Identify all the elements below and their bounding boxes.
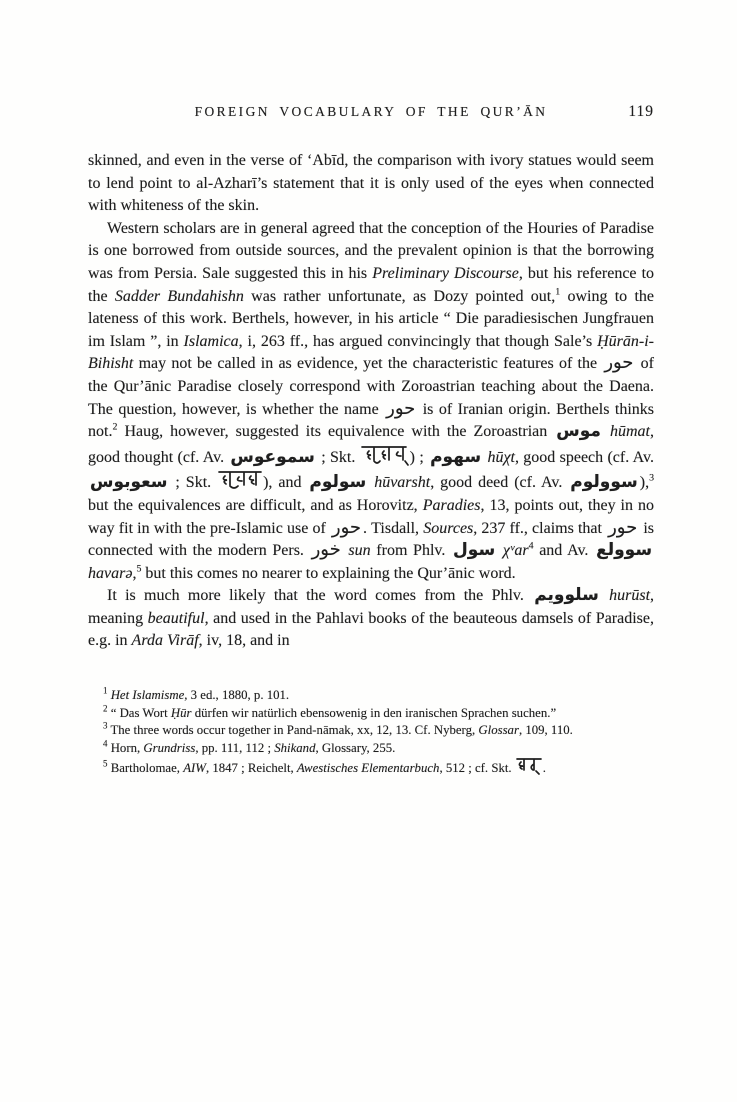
running-header xyxy=(88,104,654,124)
text-run: beautiful xyxy=(147,609,205,627)
text-run: , 237 ff., claims that xyxy=(473,519,607,537)
text-run: Grundriss xyxy=(143,740,196,755)
text-run: ), and xyxy=(263,474,308,492)
arabic-khur-word: خور xyxy=(311,539,341,561)
text-run: . xyxy=(542,761,546,776)
text-run: “ Das Wort xyxy=(110,705,171,720)
body-text xyxy=(88,150,654,653)
pahlavi-huxt-glyph: سهوم xyxy=(430,446,482,467)
footnote-marker: 3 xyxy=(103,720,108,731)
arabic-hur-word: حور xyxy=(604,352,634,374)
text-run: hūvarsht xyxy=(374,474,431,492)
devanagari-suman-word xyxy=(361,444,409,466)
text-run: , 13, points out, they in no way fit in with the pre-Islamic use of xyxy=(88,496,655,537)
text-run: ; Skt. xyxy=(316,448,360,466)
footnote-reference: 5 xyxy=(136,563,142,575)
text-run: , 512 ; cf. Skt. xyxy=(439,761,515,776)
text-run: Horn, xyxy=(110,740,144,755)
paragraph xyxy=(88,150,654,218)
text-run: , and used in the Pahlavi books of the beauteous damsels of Paradise, e.g. in xyxy=(88,609,654,650)
text-run: Sources xyxy=(423,519,474,537)
text-run: Awestisches Elementarbuch xyxy=(296,761,440,776)
text-run: Bartholomae, xyxy=(110,761,184,776)
text-run xyxy=(601,587,609,604)
page-number: 119 xyxy=(628,103,654,120)
text-run: Islamica xyxy=(183,332,239,350)
text-run: of the Qur’ānic Paradise closely correspond with Zoroastrian teaching about the Daena. The question, however, is whether the name xyxy=(88,355,654,418)
arabic-hur-word: حور xyxy=(331,516,362,538)
footnote xyxy=(88,722,654,740)
text-run: The three words occur together in Pand-nāmak, xx, 12, 13. Cf. Nyberg, xyxy=(110,723,479,738)
text-run: was rather unfortunate, as Dozy pointed out, xyxy=(243,287,556,305)
text-run: ), xyxy=(639,474,650,492)
avestan-havara-glyph: سوولع xyxy=(596,540,653,561)
text-run: Arda Virāf xyxy=(131,632,199,650)
text-run: ; Skt. xyxy=(169,474,218,492)
footnote-reference: 1 xyxy=(555,286,561,298)
footnote-reference: 4 xyxy=(528,540,534,552)
avestan-huxta-glyph: سعوبوس xyxy=(90,472,168,493)
text-run: , 109, 110. xyxy=(518,723,573,738)
text-run: Paradies xyxy=(422,496,481,514)
text-run: , good thought (cf. Av. xyxy=(88,423,654,466)
footnote-reference: 3 xyxy=(649,472,655,484)
text-run: , meaning xyxy=(88,587,655,627)
arabic-hur-word: حور xyxy=(608,516,638,538)
text-run: dürfen wir natürlich ebensowenig in den iranischen Sprachen suchen.” xyxy=(191,705,557,720)
text-run: is of Iranian origin. Berthels thinks not. xyxy=(88,400,654,441)
text-run: χᵛar xyxy=(502,542,529,560)
text-run: may not be called in as evidence, yet the characteristic features of the xyxy=(133,355,603,373)
page-content xyxy=(88,104,654,778)
text-run: , Glossary, 255. xyxy=(315,740,396,755)
footnote-marker: 5 xyxy=(103,759,108,770)
text-run: It is much more likely that the word comes from the Phlv. xyxy=(107,587,533,605)
text-run: , 1847 ; Reichelt, xyxy=(205,761,297,776)
pahlavi-hurust-glyph: سلوويم xyxy=(534,585,599,606)
footnote-reference: 2 xyxy=(112,421,118,433)
text-run: , good speech (cf. Av. xyxy=(514,448,654,466)
arabic-hur-word: حور xyxy=(386,397,416,419)
footnote xyxy=(88,740,654,758)
text-run: , pp. 111, 112 ; xyxy=(195,740,275,755)
pahlavi-humat-glyph: موس xyxy=(556,421,601,442)
text-run: , good deed (cf. Av. xyxy=(430,474,569,492)
devanagari-khar-word xyxy=(516,757,542,775)
footnotes xyxy=(88,687,654,778)
footnote xyxy=(88,757,654,778)
text-run: Western scholars are in general agreed that the conception of the Houries of Paradise is one borrowed from outside sources, and the prevalent opinion is that the borrowing was from Persia. Sale suggested this in his xyxy=(88,219,654,282)
text-run: Glossar xyxy=(478,723,519,738)
footnote xyxy=(88,687,654,705)
text-run: , iv, 18, and in xyxy=(198,632,290,650)
text-run: , xyxy=(132,564,137,582)
text-run: AIW xyxy=(183,761,206,776)
footnote-marker: 1 xyxy=(103,685,108,696)
text-run: Haug, however, suggested its equivalence with the Zoroastrian xyxy=(117,423,555,441)
pahlavi-xvar-glyph: سول xyxy=(453,540,496,561)
footnote-marker: 2 xyxy=(103,703,108,714)
text-run: hūχt xyxy=(487,448,515,466)
text-run: from Phlv. xyxy=(370,542,452,560)
text-run xyxy=(603,423,610,440)
text-run: , i, 263 ff., has argued convincingly that though Sale’s xyxy=(238,332,598,350)
avestan-humata-glyph: سموعوس xyxy=(230,446,315,467)
header-title: FOREIGN VOCABULARY OF THE QUR’ĀN xyxy=(194,104,548,119)
text-run: . Tisdall, xyxy=(363,519,424,537)
text-run: and Av. xyxy=(533,542,595,560)
footnote-marker: 4 xyxy=(103,738,108,749)
text-run: havarə xyxy=(88,564,133,582)
text-run: sun xyxy=(348,542,371,560)
text-run: but the equivalences are difficult, and as Horovitz, xyxy=(88,496,423,514)
text-run: , 3 ed., 1880, p. 101. xyxy=(184,688,290,703)
footnote xyxy=(88,705,654,723)
text-run: owing to the lateness of this work. Berthels, however, in his article “ Die paradiesischen Jungfrauen im Islam ”, in xyxy=(88,287,655,350)
text-run: , but his reference to the xyxy=(88,264,655,305)
text-run: hūmat xyxy=(610,423,650,441)
text-run: but this comes no nearer to explaining the Qur’ānic word. xyxy=(141,564,516,582)
text-run: Preliminary Discourse xyxy=(372,264,519,282)
text-run: Het Islamisme xyxy=(110,688,185,703)
text-run: Shikand xyxy=(274,740,316,755)
pahlavi-huvarsht-glyph: سولوم xyxy=(309,472,367,493)
paragraph xyxy=(88,585,654,653)
text-run: skinned, and even in the verse of ‘Abīd, the comparison with ivory statues would seem to lend point to al-Azharī’s statement that it is only used of the eyes when connected with whiteness of the skin. xyxy=(88,152,654,215)
text-run: ) ; xyxy=(409,448,429,466)
text-run: Sadder Bundahishn xyxy=(114,287,244,305)
text-run: Ḥūrān-i-Bihisht xyxy=(88,332,655,373)
text-run: hurūst xyxy=(609,587,651,605)
avestan-huvarshta-glyph: سوولوم xyxy=(570,472,638,493)
text-run: is connected with the modern Pers. xyxy=(88,519,655,560)
paragraph xyxy=(88,218,654,586)
text-run: Ḥūr xyxy=(170,705,192,720)
devanagari-sukta-word xyxy=(218,469,262,491)
